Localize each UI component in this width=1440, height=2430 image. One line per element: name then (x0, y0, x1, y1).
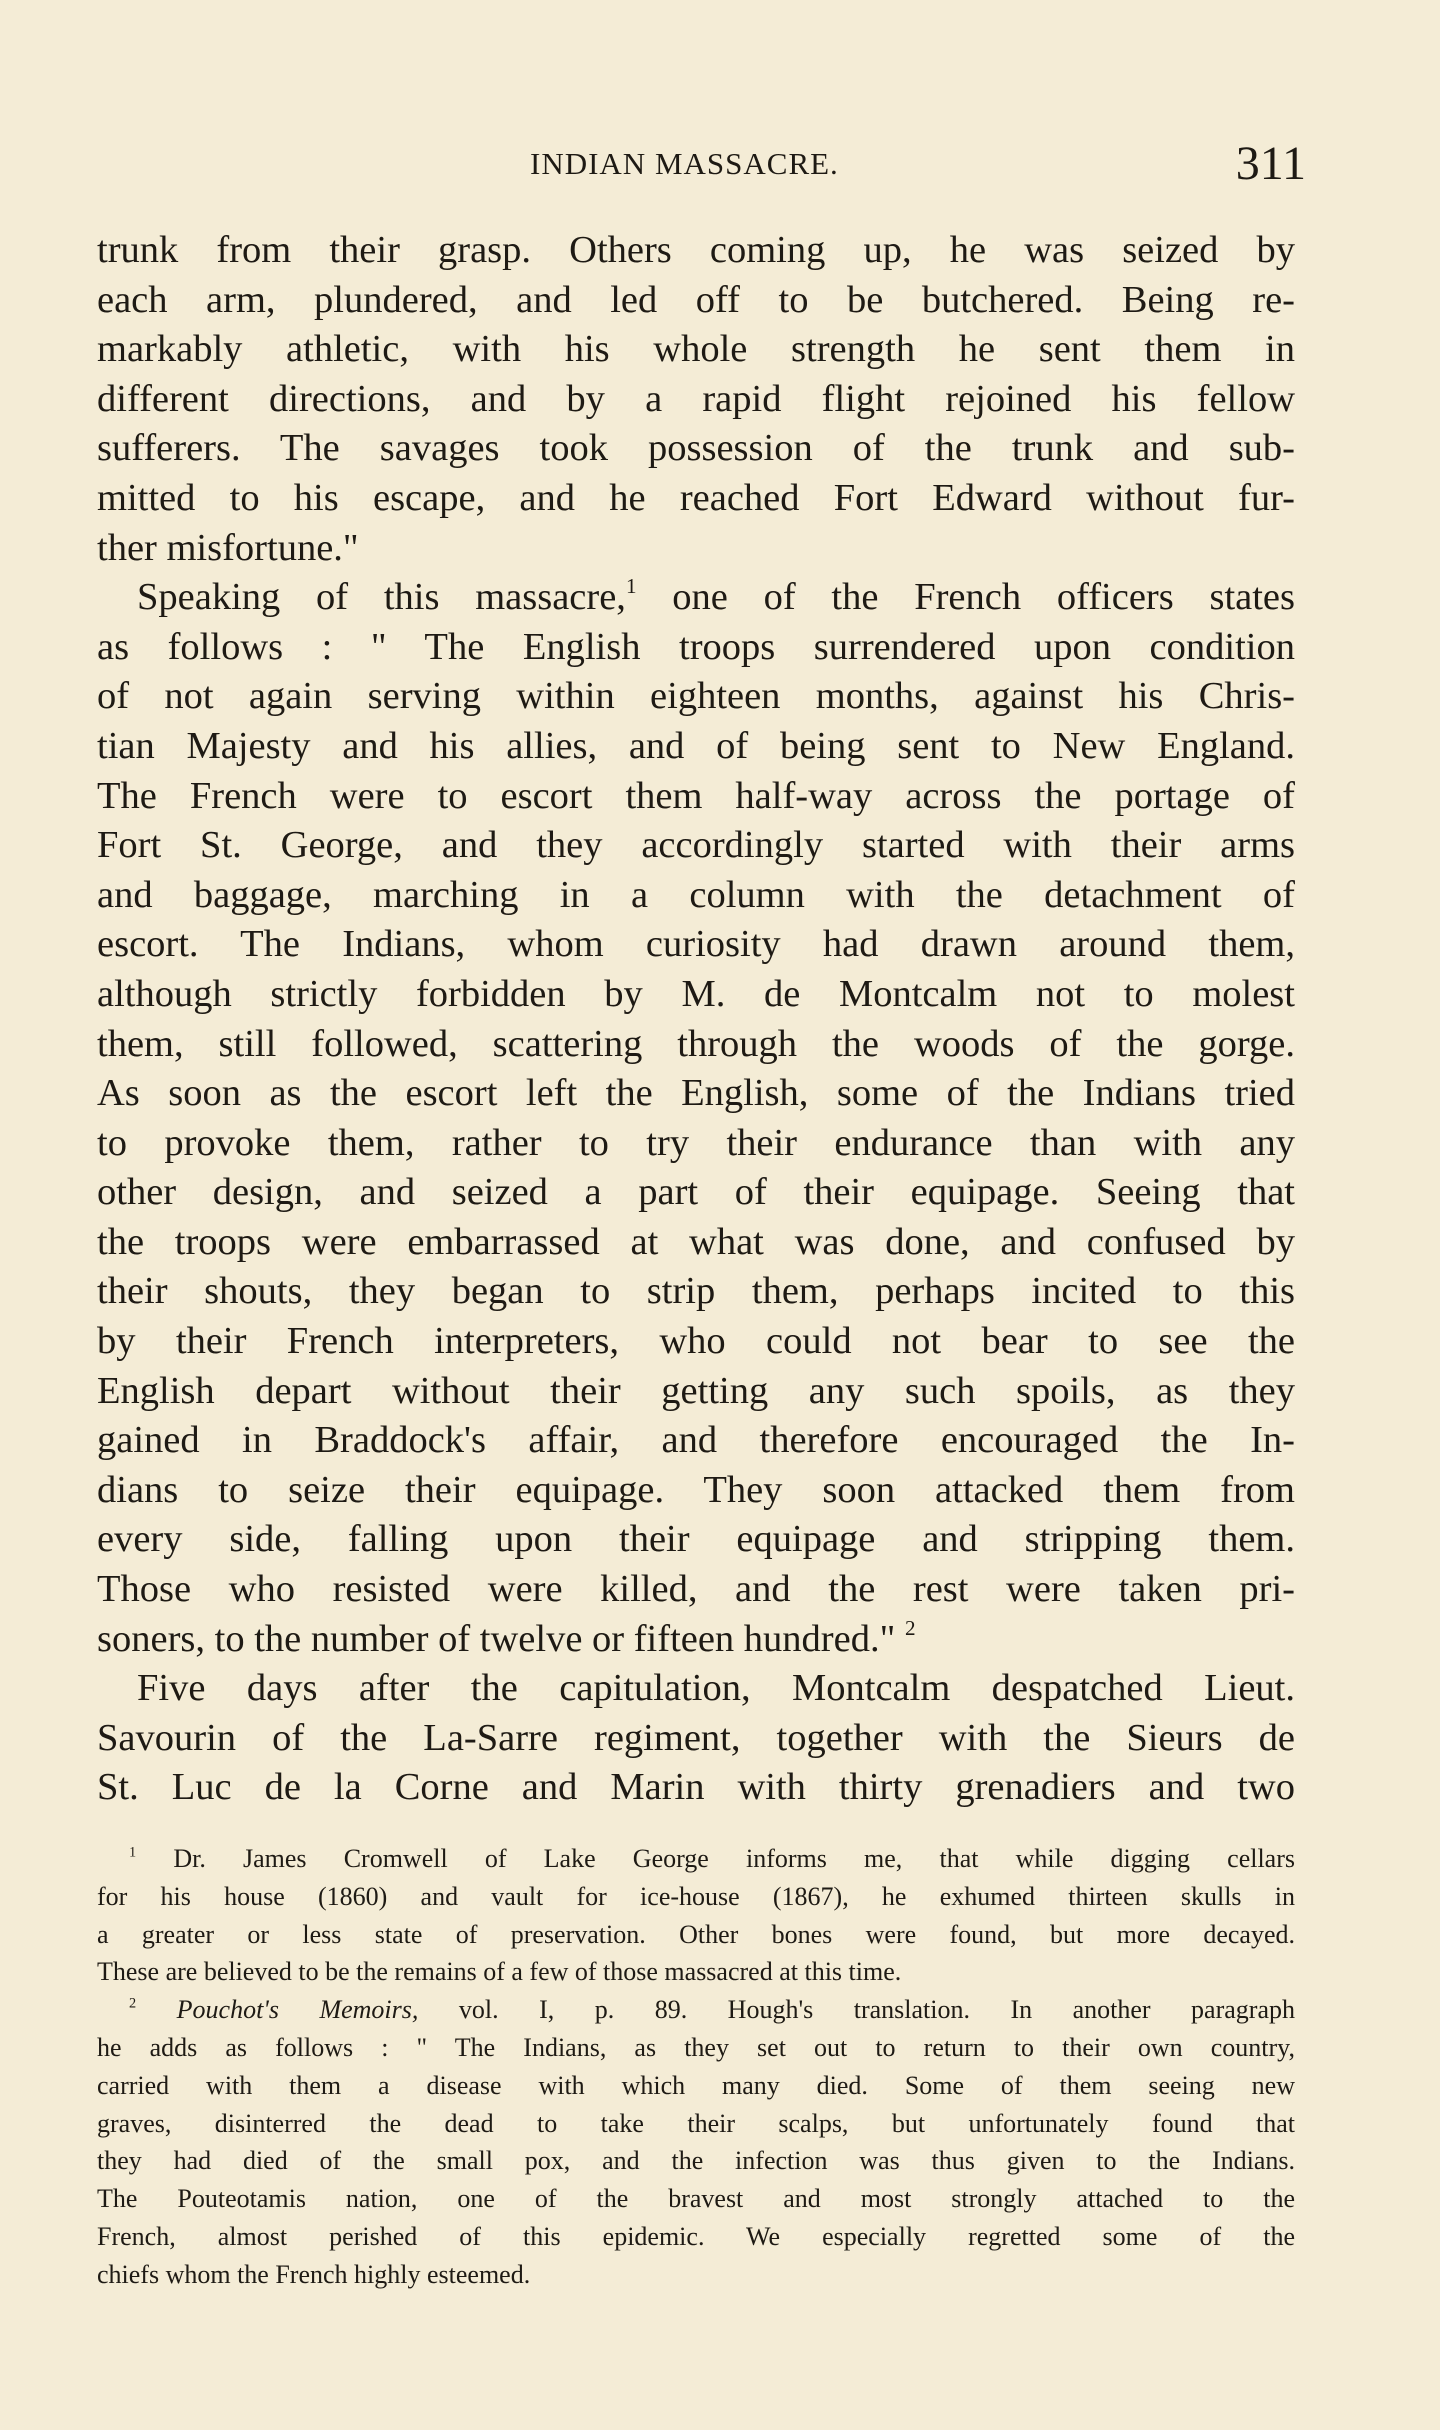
text-line: Savourin of the La-Sarre regiment, together with the Sieurs de (97, 1716, 1295, 1759)
footnote-line: they had died of the small pox, and the infection was thus given to the Indians. (97, 2146, 1295, 2176)
text-line: although strictly forbidden by M. de Montcalm not to molest (97, 972, 1295, 1015)
text-line: by their French interpreters, who could not bear to see the (97, 1320, 1295, 1363)
footnote-text: Dr. James Cromwell of Lake George informs me, that while digging cellars (173, 1844, 1295, 1873)
footnote-marker-1: 1 (129, 1844, 137, 1861)
footnote-citation: Pouchot's Memoirs, (176, 1995, 419, 2025)
text-line: every side, falling upon their equipage and stripping them. (97, 1518, 1295, 1561)
text-line: ther misfortune." (97, 526, 359, 569)
page-number: 311 (1235, 137, 1306, 190)
line-start: soners, to the number of twelve or fifteen hundred." (97, 1617, 896, 1660)
footnote-line: carried with them a disease with which many died. Some of them seeing new (97, 2070, 1295, 2100)
footnote-line: he adds as follows : " The Indians, as they set out to return to their own country, (97, 2032, 1295, 2062)
text-line: and baggage, marching in a column with the detachment of (97, 873, 1295, 916)
text-line: their shouts, they began to strip them, perhaps incited to this (97, 1270, 1295, 1313)
footnote-line: graves, disinterred the dead to take their scalps, but unfortunately found that (97, 2108, 1295, 2138)
text-line: Those who resisted were killed, and the rest were taken pri- (97, 1568, 1295, 1611)
text-line: Five days after the capitulation, Montcalm despatched Lieut. (137, 1667, 1295, 1710)
footnotes (97, 1840, 1295, 2294)
text-line: of not again serving within eighteen months, against his Chris- (97, 675, 1295, 718)
text-line: as follows : " The English troops surrendered upon condition (97, 625, 1295, 668)
text-line: markably athletic, with his whole strength he sent them in (97, 328, 1295, 371)
text-line: trunk from their grasp. Others coming up, he was seized by (97, 229, 1295, 271)
text-line (97, 1615, 1295, 1665)
text-line: gained in Braddock's affair, and therefore encouraged the In- (97, 1419, 1295, 1462)
text-line: mitted to his escape, and he reached Fort Edward without fur- (97, 476, 1295, 519)
text-line: St. Luc de la Corne and Marin with thirty grenadiers and two (97, 1766, 1295, 1809)
running-head (95, 137, 1306, 198)
text-line: dians to seize their equipage. They soon attacked them from (97, 1468, 1295, 1511)
footnote-line: chiefs whom the French highly esteemed. (97, 2259, 531, 2289)
footnote-ref-2[interactable]: 2 (904, 1615, 916, 1640)
text-line: tian Majesty and his allies, and of being sent to New England. (97, 724, 1295, 767)
text-line: different directions, and by a rapid flight rejoined his fellow (97, 377, 1295, 420)
footnote-line (97, 1840, 1295, 1878)
text-line: the troops were embarrassed at what was done, and confused by (97, 1220, 1295, 1263)
running-title: INDIAN MASSACRE. (530, 146, 839, 181)
text-line: them, still followed, scattering through the woods of the gorge. (97, 1022, 1295, 1065)
text-line: to provoke them, rather to try their endurance than with any (97, 1121, 1295, 1164)
text-line: The French were to escort them half-way across the portage of (97, 774, 1295, 817)
text-line: English depart without their getting any such spoils, as they (97, 1369, 1295, 1412)
text-line (97, 573, 1295, 623)
footnote-line: These are believed to be the remains of a few of those massacred at this time. (97, 1957, 902, 1987)
footnote-line: The Pouteotamis nation, one of the bravest and most strongly attached to the (97, 2184, 1295, 2214)
footnote-marker-2: 2 (129, 1995, 137, 2012)
text-line: each arm, plundered, and led off to be butchered. Being re- (97, 278, 1295, 321)
footnote-line: for his house (1860) and vault for ice-house (1867), he exhumed thirteen skulls in (97, 1881, 1295, 1911)
text-line: sufferers. The savages took possession of the trunk and sub- (97, 427, 1295, 470)
line-end: one of the French officers states (636, 576, 1295, 619)
footnote-line: French, almost perished of this epidemic. We especially regretted some of the (97, 2221, 1295, 2251)
footnote-line: a greater or less state of preservation. Other bones were found, but more decayed. (97, 1919, 1295, 1949)
text-line: escort. The Indians, whom curiosity had drawn around them, (97, 923, 1295, 966)
footnote-line (97, 1991, 1295, 2029)
footnote-text: vol. I, p. 89. Hough's translation. In another paragraph (418, 1995, 1295, 2025)
text-line: As soon as the escort left the English, some of the Indians tried (97, 1072, 1295, 1115)
line-start: Speaking of this massacre, (137, 576, 626, 619)
text-line: other design, and seized a part of their equipage. Seeing that (97, 1171, 1295, 1214)
main-text (97, 226, 1295, 1813)
text-line: Fort St. George, and they accordingly started with their arms (97, 824, 1295, 867)
footnote-ref-1[interactable]: 1 (625, 574, 637, 599)
